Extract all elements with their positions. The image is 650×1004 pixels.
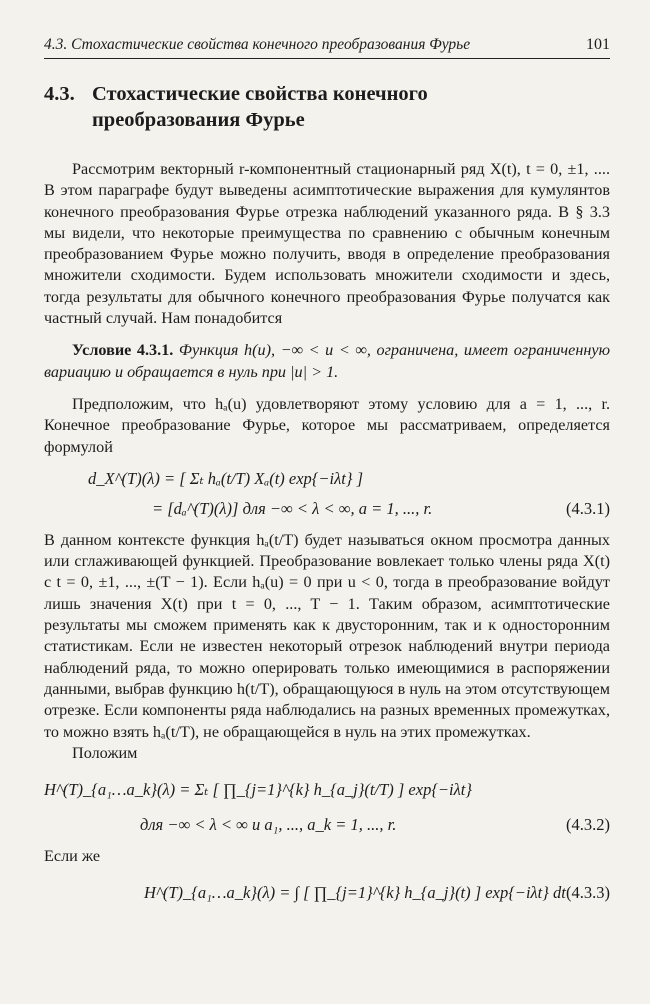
formula-4-3-2-line2: для −∞ < λ < ∞ и a₁, ..., a_k = 1, ..., r. [140,815,397,835]
condition-paragraph [44,340,610,383]
paragraph-5: Если же [44,847,101,866]
page-number: 101 [586,36,610,53]
section-number: 4.3. [44,83,75,105]
formula-4-3-1-line2: = [dₐ^(T)(λ)] для −∞ < λ < ∞, a = 1, ..., r. [152,498,433,518]
condition-label: Условие 4.3.1. [72,341,174,360]
paragraph-4: Положим [72,743,138,762]
paragraph-3: В данном контексте функция hₐ(t/T) будет называться окном просмотра данных или сглаживающей функцией. Преобразование вовлекает только члены ряда X(t) с t = 0, ±1, ..., ±(T − 1). Если hₐ(u) = 0 при u < 0, тогда в преобразование войдут лишь значения X(t) при t = 0, ..., T − 1. Таким образом, асимптотические результаты мы сможем применять как к двусторонним, так и к односторонним статистикам. Если не известен некоторый отрезок наблюдений внутри периода наблюдений ряда, то можно оперировать только имеющимися в распоряжении данными, выбрав функцию h(t/T), обращающуюся в нуль на этом отсутствующем отрезке. Если компоненты ряда наблюдались на разных временных промежутках, то можно взять hₐ(t/T), не обращающейся в нуль на этих промежутках. [44,530,610,741]
formula-4-3-2 [44,770,610,840]
formula-4-3-1-line1: d_X^(T)(λ) = [ Σₜ hₐ(t/T) Xₐ(t) exp{−iλt} ] [88,468,363,488]
running-head [44,36,610,59]
section-heading [44,81,610,133]
condition-text: Функция h(u), −∞ < u < ∞, ограничена, имеет ограниченную вариацию и обращается в нуль при |u| > 1. [44,341,610,381]
formula-4-3-2-tag: (4.3.2) [566,815,610,835]
formula-4-3-3 [44,873,610,913]
formula-4-3-1 [44,464,610,524]
section-title-line2: преобразования Фурье [92,109,305,131]
running-title: 4.3. Стохастические свойства конечного преобразования Фурье [44,36,471,53]
paragraph-2: Предположим, что hₐ(u) удовлетворяют этому условию для a = 1, ..., r. Конечное преобразование Фурье, которое мы рассматриваем, определяется формулой [44,394,610,456]
section-title-line1: Стохастические свойства конечного [92,83,428,105]
formula-4-3-1-tag: (4.3.1) [566,498,610,518]
formula-4-3-3-line1: H^(T)_{a₁…a_k}(λ) = ∫ [ ∏_{j=1}^{k} h_{a_j}(t) ] exp{−iλt} dt [144,883,566,903]
formula-4-3-3-tag: (4.3.3) [566,883,610,903]
formula-4-3-2-line1: H^(T)_{a₁…a_k}(λ) = Σₜ [ ∏_{j=1}^{k} h_{a_j}(t/T) ] exp{−iλt} [44,780,472,800]
intro-paragraph: Рассмотрим векторный r-компонентный стационарный ряд X(t), t = 0, ±1, .... В этом параграфе будут выведены асимптотические выражения для кумулянтов конечного преобразования Фурье отрезка наблюдений указанного ряда. В § 3.3 мы видели, что некоторые преимущества по сравнению с обычным конечным преобразованием Фурье можно получить, вводя в определение преобразования множители сходимости. Будем использовать множители сходимости и здесь, тогда результаты для обычного конечного преобразования Фурье получатся как частный случай. Нам понадобится [44,160,610,328]
page [44,36,610,913]
